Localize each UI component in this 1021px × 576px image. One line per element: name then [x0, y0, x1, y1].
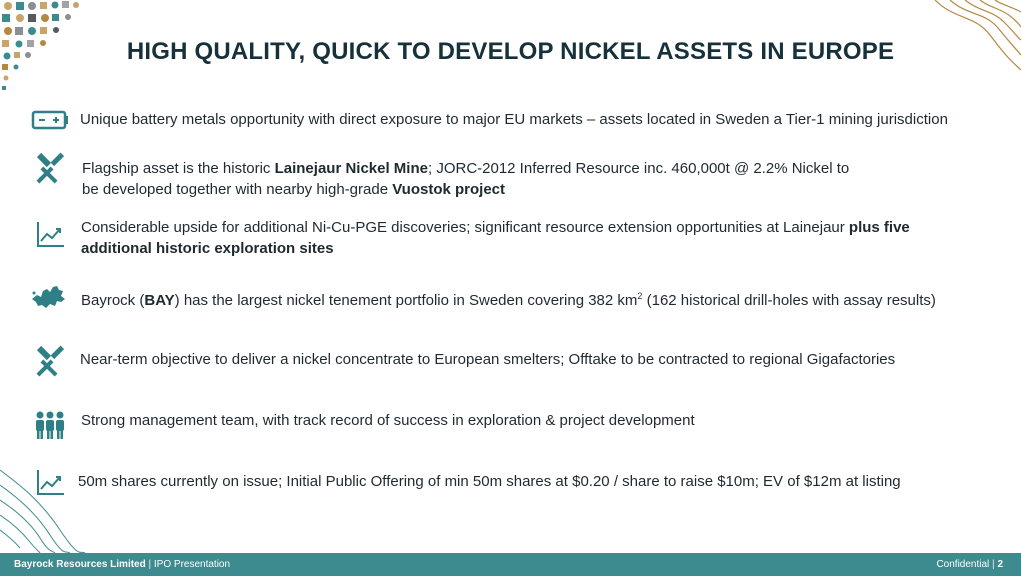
- team-icon: [30, 408, 70, 442]
- footer-bar: [0, 553, 1021, 576]
- text-segment: Considerable upside for additional Ni-Cu-PGE discoveries; significant resource extension opportunities at Lainejaur: [81, 219, 849, 236]
- text-bold: BAY: [144, 292, 175, 309]
- footer-separator: |: [992, 559, 995, 570]
- bullet-text: Strong management team, with track record of success in exploration & project development: [81, 412, 695, 429]
- footer-page-number: 2: [997, 559, 1003, 570]
- bullet-text: Unique battery metals opportunity with direct exposure to major EU markets – assets located in Sweden a Tier-1 mining jurisdiction: [80, 111, 948, 128]
- text-bold: Vuostok project: [392, 181, 506, 198]
- text-bold: additional historic exploration sites: [81, 240, 334, 257]
- bullet-text: Near-term objective to deliver a nickel concentrate to European smelters; Offtake to be contracted to regional Gigafactories: [80, 351, 896, 368]
- text-superscript: 2: [637, 291, 643, 301]
- bullet-text: [82, 158, 849, 200]
- footer-company: Bayrock Resources Limited: [14, 559, 146, 570]
- slide-title: HIGH QUALITY, QUICK TO DEVELOP NICKEL ASSETS IN EUROPE: [126, 38, 895, 65]
- footer-confidential: Confidential: [936, 559, 990, 570]
- pick-hammer-icon: [30, 152, 70, 186]
- footer-separator: |: [148, 559, 152, 570]
- text-bold: Lainejaur Nickel Mine: [274, 160, 428, 177]
- line-chart-icon: [30, 218, 70, 252]
- europe-map-icon: [28, 281, 68, 315]
- text-segment: be developed together with nearby high-grade: [82, 181, 393, 198]
- footer-right: [936, 559, 1003, 570]
- footer-left: [14, 559, 230, 570]
- text-segment: Bayrock (: [81, 292, 145, 309]
- text-segment: Flagship asset is the historic: [82, 160, 275, 177]
- pick-hammer-icon: [30, 345, 70, 379]
- footer-doc-title: IPO Presentation: [153, 559, 231, 570]
- bullet-text: [81, 286, 936, 311]
- text-segment: (162 historical drill-holes with assay results): [642, 292, 936, 309]
- line-chart-icon: [30, 466, 70, 500]
- text-segment: ) has the largest nickel tenement portfolio in Sweden covering 382 km: [174, 292, 638, 309]
- bullet-text: [81, 217, 910, 259]
- battery-icon: [30, 103, 70, 137]
- text-bold: plus five: [848, 219, 910, 236]
- bullet-text: 50m shares currently on issue; Initial Public Offering of min 50m shares at $0.20 / share to raise $10m; EV of $12m at listing: [78, 473, 901, 490]
- text-segment: ; JORC-2012 Inferred Resource inc. 460,000t @ 2.2% Nickel to: [427, 160, 850, 177]
